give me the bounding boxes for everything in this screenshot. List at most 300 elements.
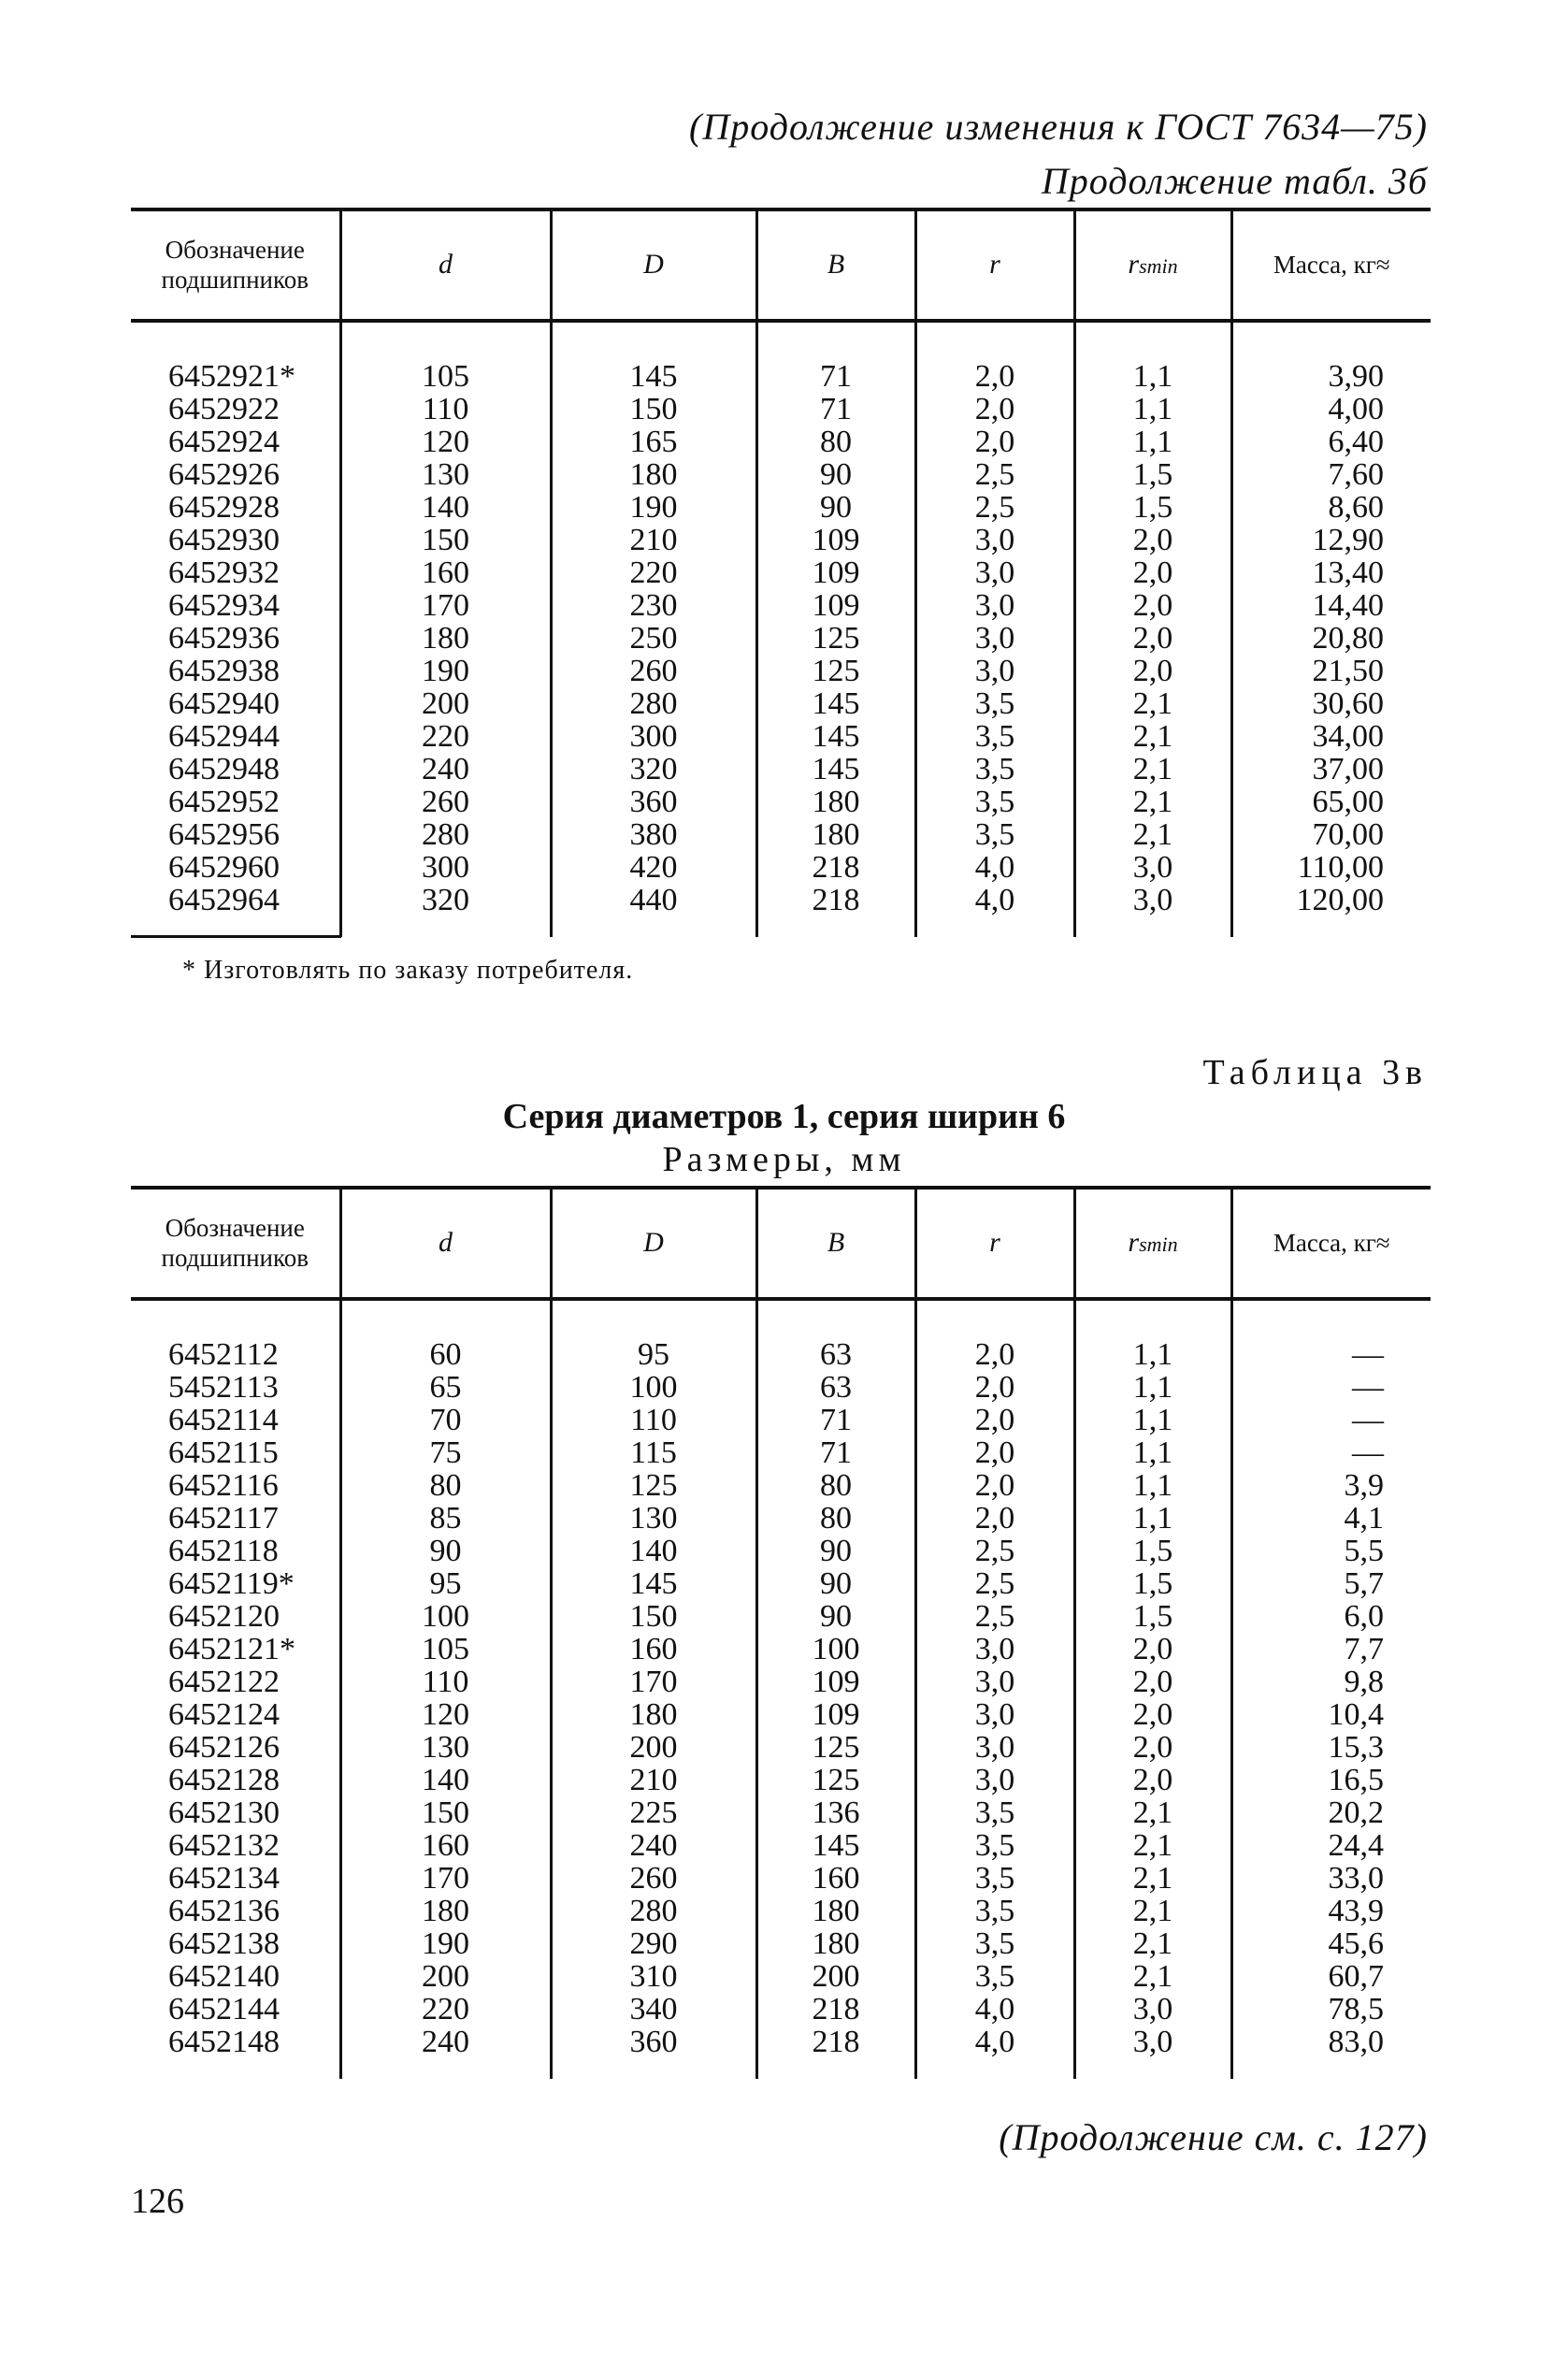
designation-line2: подшипников <box>161 265 309 294</box>
bearing-table-3b <box>131 208 1431 937</box>
cell-r: 3,5 <box>915 1862 1074 1895</box>
cell-D: 210 <box>551 524 756 556</box>
continuation-header: (Продолжение изменения к ГОСТ 7634—75) <box>689 106 1428 148</box>
table-row <box>131 1469 1431 1502</box>
cell-d: 220 <box>340 1993 551 2026</box>
cell-r: 4,0 <box>915 851 1074 884</box>
cell-B: 90 <box>756 491 915 524</box>
spacer-cell <box>756 321 915 360</box>
cell-d: 70 <box>340 1404 551 1436</box>
cell-D: 225 <box>551 1796 756 1829</box>
cell-r: 2,5 <box>915 491 1074 524</box>
cell-mass: 43,9 <box>1231 1895 1431 1927</box>
cell-mass: 120,00 <box>1231 884 1431 916</box>
cell-d: 170 <box>340 1862 551 1895</box>
col-header-designation <box>131 1188 340 1299</box>
cell-D: 250 <box>551 622 756 655</box>
table-row <box>131 851 1431 884</box>
designation-line2: подшипников <box>161 1243 309 1272</box>
table-row <box>131 884 1431 916</box>
cell-B: 71 <box>756 1404 915 1436</box>
cell-designation: 6452136 <box>168 1894 280 1928</box>
cell-mass: 45,6 <box>1231 1927 1431 1960</box>
cell-mass: 30,60 <box>1231 687 1431 720</box>
col-header-designation <box>131 209 340 321</box>
spacer-cell <box>551 2058 756 2079</box>
table-bottom-spacer <box>131 2058 1431 2079</box>
cell-B: 109 <box>756 1698 915 1731</box>
table-row <box>131 1829 1431 1862</box>
table-row <box>131 589 1431 622</box>
cell-D: 150 <box>551 1600 756 1633</box>
cell-D: 160 <box>551 1633 756 1666</box>
cell-designation: 6452121* <box>168 1632 295 1666</box>
cell-B: 145 <box>756 720 915 753</box>
cell-d: 140 <box>340 491 551 524</box>
cell-designation: 6452940 <box>168 686 280 721</box>
cell-r: 3,0 <box>915 1731 1074 1764</box>
cell-r: 4,0 <box>915 2026 1074 2058</box>
cell-D: 220 <box>551 556 756 589</box>
cell-B: 71 <box>756 360 915 393</box>
table-row <box>131 1698 1431 1731</box>
cell-rsmin: 2,1 <box>1074 753 1231 786</box>
table-row <box>131 556 1431 589</box>
cell-D: 170 <box>551 1666 756 1698</box>
table-bottom-spacer <box>131 916 1431 937</box>
table-row <box>131 2026 1431 2058</box>
cell-mass: 37,00 <box>1231 753 1431 786</box>
cell-d: 100 <box>340 1600 551 1633</box>
cell-r: 3,0 <box>915 622 1074 655</box>
cell-r: 3,5 <box>915 1895 1074 1927</box>
table-row <box>131 1862 1431 1895</box>
cell-r: 3,5 <box>915 1927 1074 1960</box>
cell-designation: 6452119* <box>168 1566 295 1601</box>
spacer-cell <box>756 2058 915 2079</box>
cell-D: 320 <box>551 753 756 786</box>
spacer-cell <box>131 2058 340 2079</box>
cell-rsmin: 3,0 <box>1074 2026 1231 2058</box>
cell-designation: 6452938 <box>168 654 280 688</box>
cell-designation: 6452934 <box>168 588 280 623</box>
cell-r: 4,0 <box>915 884 1074 916</box>
cell-designation: 6452130 <box>168 1795 280 1830</box>
cell-d: 240 <box>340 753 551 786</box>
cell-B: 109 <box>756 556 915 589</box>
cell-d: 60 <box>340 1338 551 1371</box>
cell-designation: 6452116 <box>168 1468 279 1503</box>
cell-r: 3,5 <box>915 720 1074 753</box>
cell-rsmin: 2,0 <box>1074 589 1231 622</box>
col-header-mass: Масса, кг≈ <box>1231 1188 1431 1299</box>
cell-d: 170 <box>340 589 551 622</box>
spacer-cell <box>551 1299 756 1338</box>
cell-D: 130 <box>551 1502 756 1535</box>
table-row <box>131 1960 1431 1993</box>
cell-d: 85 <box>340 1502 551 1535</box>
cell-rsmin: 1,1 <box>1074 393 1231 425</box>
cell-mass: 7,60 <box>1231 458 1431 491</box>
cell-d: 300 <box>340 851 551 884</box>
table-row <box>131 818 1431 851</box>
cell-designation: 6452926 <box>168 457 280 492</box>
cell-designation: 6452921* <box>168 359 295 394</box>
cell-D: 440 <box>551 884 756 916</box>
cell-rsmin: 2,1 <box>1074 1796 1231 1829</box>
spacer-cell <box>340 1299 551 1338</box>
table-row <box>131 1796 1431 1829</box>
cell-d: 150 <box>340 1796 551 1829</box>
spacer-cell <box>1231 321 1431 360</box>
cell-designation: 6452952 <box>168 785 280 819</box>
table-top-spacer <box>131 1299 1431 1338</box>
spacer-cell <box>1231 1299 1431 1338</box>
cell-B: 180 <box>756 818 915 851</box>
cell-B: 63 <box>756 1371 915 1404</box>
spacer-cell <box>915 916 1074 937</box>
cell-rsmin: 2,1 <box>1074 687 1231 720</box>
cell-r: 2,0 <box>915 360 1074 393</box>
cell-mass: 8,60 <box>1231 491 1431 524</box>
cell-r: 2,0 <box>915 1371 1074 1404</box>
cell-rsmin: 1,1 <box>1074 1338 1231 1371</box>
table-row <box>131 1633 1431 1666</box>
cell-designation: 6452956 <box>168 817 280 852</box>
cell-d: 280 <box>340 818 551 851</box>
cell-mass: 5,5 <box>1231 1535 1431 1567</box>
cell-B: 63 <box>756 1338 915 1371</box>
cell-D: 300 <box>551 720 756 753</box>
table-row <box>131 1535 1431 1567</box>
cell-rsmin: 2,0 <box>1074 1731 1231 1764</box>
cell-D: 140 <box>551 1535 756 1567</box>
cell-B: 125 <box>756 1731 915 1764</box>
spacer-cell <box>131 916 340 937</box>
cell-mass: 20,80 <box>1231 622 1431 655</box>
cell-rsmin: 2,1 <box>1074 1895 1231 1927</box>
cell-B: 125 <box>756 655 915 687</box>
cell-mass: 7,7 <box>1231 1633 1431 1666</box>
table-row <box>131 1404 1431 1436</box>
col-header-rsmin <box>1074 1188 1231 1299</box>
cell-mass: 16,5 <box>1231 1764 1431 1796</box>
cell-r: 2,0 <box>915 425 1074 458</box>
cell-rsmin: 2,1 <box>1074 1862 1231 1895</box>
col-header-d: d <box>340 209 551 321</box>
cell-r: 3,0 <box>915 524 1074 556</box>
table-row <box>131 524 1431 556</box>
cell-rsmin: 2,0 <box>1074 1764 1231 1796</box>
table-units: Размеры, мм <box>662 1140 906 1179</box>
spacer-cell <box>551 321 756 360</box>
cell-B: 125 <box>756 1764 915 1796</box>
cell-d: 320 <box>340 884 551 916</box>
cell-designation: 6452115 <box>168 1435 279 1470</box>
cell-r: 2,0 <box>915 1469 1074 1502</box>
cell-r: 3,0 <box>915 1633 1074 1666</box>
cell-mass: 3,90 <box>1231 360 1431 393</box>
cell-mass: — <box>1231 1371 1431 1404</box>
cell-designation: 6452114 <box>168 1403 279 1437</box>
cell-d: 200 <box>340 1960 551 1993</box>
cell-designation: 6452936 <box>168 621 280 656</box>
cell-designation: 6452122 <box>168 1665 280 1699</box>
cell-r: 3,5 <box>915 687 1074 720</box>
spacer-cell <box>1231 916 1431 937</box>
cell-d: 160 <box>340 556 551 589</box>
cell-designation: 6452944 <box>168 719 280 754</box>
cell-B: 218 <box>756 884 915 916</box>
table-row <box>131 1764 1431 1796</box>
cell-D: 360 <box>551 2026 756 2058</box>
table-row <box>131 360 1431 393</box>
cell-d: 140 <box>340 1764 551 1796</box>
cell-D: 240 <box>551 1829 756 1862</box>
cell-B: 80 <box>756 425 915 458</box>
cell-rsmin: 1,1 <box>1074 1436 1231 1469</box>
cell-B: 125 <box>756 622 915 655</box>
cell-D: 180 <box>551 458 756 491</box>
cell-d: 180 <box>340 622 551 655</box>
cell-B: 90 <box>756 1600 915 1633</box>
cell-rsmin: 1,1 <box>1074 1469 1231 1502</box>
table-row <box>131 393 1431 425</box>
cell-D: 260 <box>551 1862 756 1895</box>
cell-designation: 6452138 <box>168 1926 280 1961</box>
table-row <box>131 622 1431 655</box>
spacer-cell <box>1074 916 1231 937</box>
cell-d: 105 <box>340 360 551 393</box>
table-row <box>131 425 1431 458</box>
cell-mass: 70,00 <box>1231 818 1431 851</box>
cell-designation: 6452960 <box>168 850 280 885</box>
table-row <box>131 1731 1431 1764</box>
cell-designation: 6452148 <box>168 2025 280 2059</box>
cell-B: 180 <box>756 1895 915 1927</box>
cell-designation: 6452144 <box>168 1992 280 2026</box>
cell-D: 290 <box>551 1927 756 1960</box>
table-header-row <box>131 209 1431 321</box>
table-label: Таблица 3в <box>1202 1053 1428 1092</box>
cell-designation: 6452124 <box>168 1697 280 1732</box>
cell-D: 260 <box>551 655 756 687</box>
cell-B: 80 <box>756 1469 915 1502</box>
spacer-cell <box>551 916 756 937</box>
cell-d: 120 <box>340 425 551 458</box>
cell-mass: 65,00 <box>1231 786 1431 818</box>
cell-B: 218 <box>756 1993 915 2026</box>
table-row <box>131 753 1431 786</box>
cell-rsmin: 1,1 <box>1074 360 1231 393</box>
cell-r: 3,5 <box>915 1796 1074 1829</box>
cell-B: 145 <box>756 687 915 720</box>
spacer-cell <box>915 1299 1074 1338</box>
cell-mass: 9,8 <box>1231 1666 1431 1698</box>
cell-r: 2,5 <box>915 458 1074 491</box>
spacer-cell <box>1231 2058 1431 2079</box>
cell-B: 71 <box>756 1436 915 1469</box>
cell-mass: 21,50 <box>1231 655 1431 687</box>
cell-designation: 6452964 <box>168 883 280 917</box>
cell-r: 2,0 <box>915 1404 1074 1436</box>
cell-d: 200 <box>340 687 551 720</box>
cell-r: 3,0 <box>915 655 1074 687</box>
cell-D: 190 <box>551 491 756 524</box>
col-header-mass: Масса, кг≈ <box>1231 209 1431 321</box>
cell-D: 230 <box>551 589 756 622</box>
cell-d: 105 <box>340 1633 551 1666</box>
designation-line1: Обозначение <box>165 236 305 265</box>
col-header-d: d <box>340 1188 551 1299</box>
cell-D: 145 <box>551 360 756 393</box>
cell-rsmin: 3,0 <box>1074 884 1231 916</box>
page-number: 126 <box>131 2182 184 2221</box>
cell-rsmin: 1,1 <box>1074 425 1231 458</box>
cell-mass: 10,4 <box>1231 1698 1431 1731</box>
cell-D: 125 <box>551 1469 756 1502</box>
cell-r: 2,5 <box>915 1567 1074 1600</box>
cell-D: 145 <box>551 1567 756 1600</box>
cell-d: 130 <box>340 1731 551 1764</box>
cell-r: 2,5 <box>915 1535 1074 1567</box>
cell-r: 4,0 <box>915 1993 1074 2026</box>
spacer-cell <box>915 321 1074 360</box>
cell-rsmin: 1,1 <box>1074 1371 1231 1404</box>
table-row <box>131 1502 1431 1535</box>
table-row <box>131 786 1431 818</box>
cell-rsmin: 2,1 <box>1074 720 1231 753</box>
cell-d: 110 <box>340 393 551 425</box>
cell-mass: 5,7 <box>1231 1567 1431 1600</box>
cell-d: 75 <box>340 1436 551 1469</box>
cell-D: 150 <box>551 393 756 425</box>
cell-designation: 6452128 <box>168 1763 280 1797</box>
cell-r: 3,5 <box>915 818 1074 851</box>
cell-r: 2,0 <box>915 1338 1074 1371</box>
cell-D: 420 <box>551 851 756 884</box>
cell-mass: — <box>1231 1436 1431 1469</box>
cell-rsmin: 3,0 <box>1074 851 1231 884</box>
cell-rsmin: 1,5 <box>1074 1567 1231 1600</box>
table-row <box>131 491 1431 524</box>
table-top-spacer <box>131 321 1431 360</box>
cell-designation: 6452922 <box>168 392 280 426</box>
cell-designation: 5452113 <box>168 1370 279 1405</box>
col-header-r: r <box>915 209 1074 321</box>
cell-B: 90 <box>756 1567 915 1600</box>
cell-rsmin: 1,5 <box>1074 1600 1231 1633</box>
cell-D: 210 <box>551 1764 756 1796</box>
cell-d: 90 <box>340 1535 551 1567</box>
cell-B: 90 <box>756 1535 915 1567</box>
cell-rsmin: 2,0 <box>1074 622 1231 655</box>
cell-designation: 6452924 <box>168 425 280 459</box>
cell-rsmin: 2,0 <box>1074 524 1231 556</box>
rsmin-main: r <box>1128 1227 1140 1259</box>
footnote: * Изготовлять по заказу потребителя. <box>182 956 634 985</box>
cell-mass: 6,0 <box>1231 1600 1431 1633</box>
cell-d: 190 <box>340 655 551 687</box>
cell-mass: 12,90 <box>1231 524 1431 556</box>
cell-D: 340 <box>551 1993 756 2026</box>
col-header-B: B <box>756 209 915 321</box>
cell-d: 80 <box>340 1469 551 1502</box>
rsmin-main: r <box>1128 249 1140 281</box>
cell-B: 100 <box>756 1633 915 1666</box>
spacer-cell <box>1074 2058 1231 2079</box>
cell-designation: 6452132 <box>168 1828 280 1863</box>
cell-r: 2,0 <box>915 1502 1074 1535</box>
cell-r: 3,5 <box>915 1960 1074 1993</box>
cell-designation: 6452948 <box>168 752 280 786</box>
cell-r: 2,5 <box>915 1600 1074 1633</box>
cell-r: 3,0 <box>915 556 1074 589</box>
cell-rsmin: 2,0 <box>1074 1666 1231 1698</box>
cell-d: 150 <box>340 524 551 556</box>
table-row <box>131 1371 1431 1404</box>
cell-D: 360 <box>551 786 756 818</box>
cell-B: 109 <box>756 524 915 556</box>
table-row <box>131 458 1431 491</box>
cell-d: 65 <box>340 1371 551 1404</box>
cell-designation: 6452134 <box>168 1861 280 1896</box>
spacer-cell <box>756 916 915 937</box>
cell-mass: 34,00 <box>1231 720 1431 753</box>
cell-rsmin: 1,1 <box>1074 1502 1231 1535</box>
cell-D: 280 <box>551 687 756 720</box>
col-header-D: D <box>551 1188 756 1299</box>
cell-r: 3,0 <box>915 589 1074 622</box>
cell-D: 110 <box>551 1404 756 1436</box>
table-row <box>131 687 1431 720</box>
cell-d: 240 <box>340 2026 551 2058</box>
spacer-cell <box>131 321 340 360</box>
table-row <box>131 1993 1431 2026</box>
cell-D: 180 <box>551 1698 756 1731</box>
cell-B: 218 <box>756 851 915 884</box>
cell-mass: 15,3 <box>1231 1731 1431 1764</box>
cell-D: 100 <box>551 1371 756 1404</box>
cell-mass: 4,00 <box>1231 393 1431 425</box>
cell-mass: 20,2 <box>1231 1796 1431 1829</box>
table-row <box>131 1927 1431 1960</box>
cell-rsmin: 2,0 <box>1074 1633 1231 1666</box>
cell-D: 115 <box>551 1436 756 1469</box>
bearing-table-3v <box>131 1186 1431 2079</box>
table-header-row <box>131 1188 1431 1299</box>
spacer-cell <box>756 1299 915 1338</box>
table-row <box>131 1666 1431 1698</box>
cell-mass: — <box>1231 1338 1431 1371</box>
cell-d: 260 <box>340 786 551 818</box>
cell-mass: 33,0 <box>1231 1862 1431 1895</box>
cell-d: 95 <box>340 1567 551 1600</box>
cell-d: 110 <box>340 1666 551 1698</box>
cell-rsmin: 3,0 <box>1074 1993 1231 2026</box>
cell-rsmin: 2,1 <box>1074 786 1231 818</box>
cell-D: 310 <box>551 1960 756 1993</box>
spacer-cell <box>340 321 551 360</box>
spacer-cell <box>1074 1299 1231 1338</box>
cell-B: 180 <box>756 786 915 818</box>
table-row <box>131 655 1431 687</box>
cell-designation: 6452118 <box>168 1534 279 1568</box>
rsmin-sub: smin <box>1139 254 1178 279</box>
cell-B: 218 <box>756 2026 915 2058</box>
cell-designation: 6452930 <box>168 523 280 557</box>
cell-d: 120 <box>340 1698 551 1731</box>
